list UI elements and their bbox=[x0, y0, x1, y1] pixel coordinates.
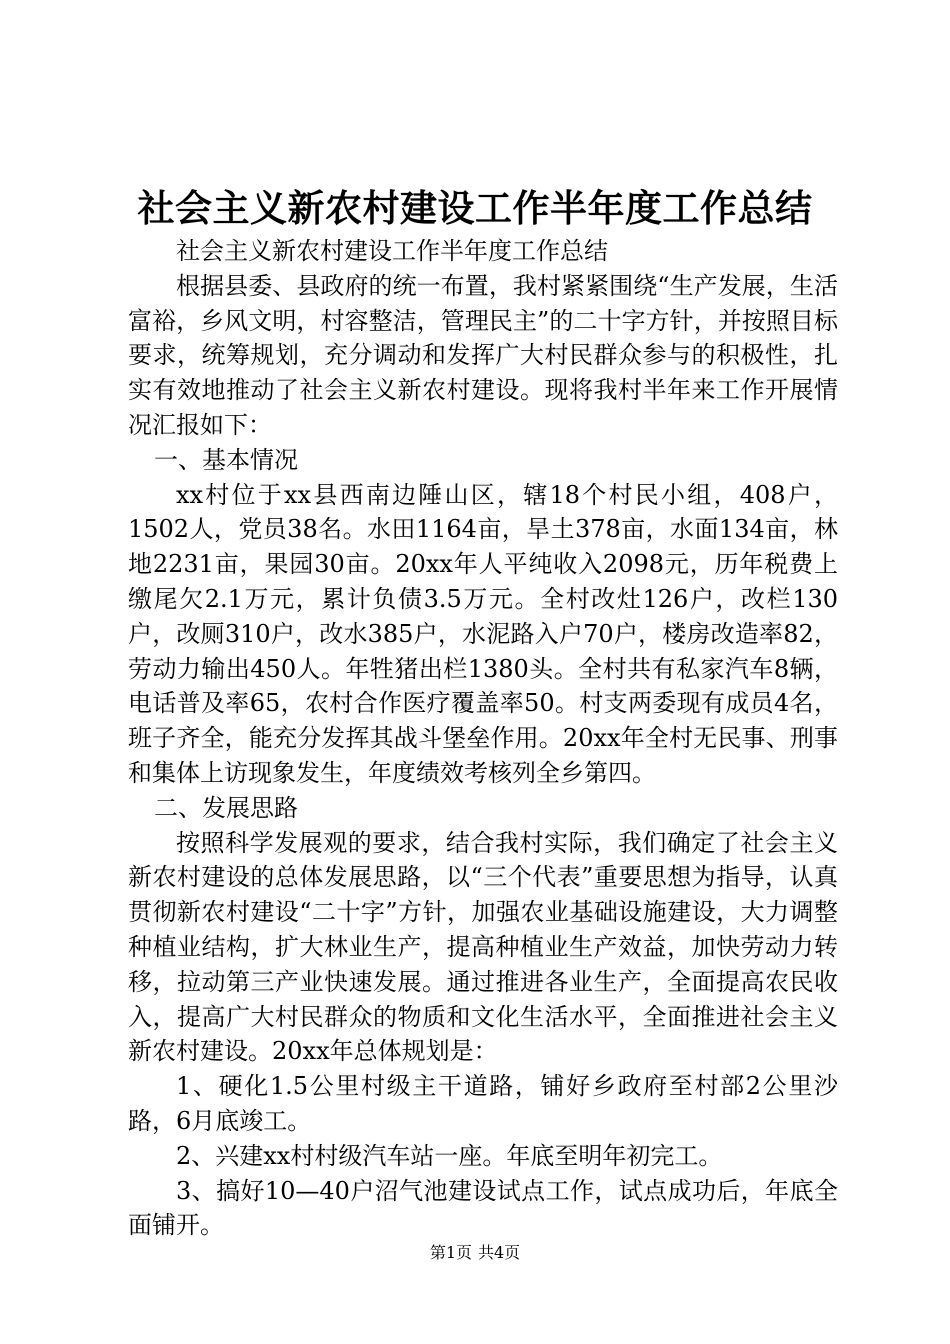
plan-item-2: 2、兴建xx村村级汽车站一座。年底至明年初完工。 bbox=[176, 1141, 723, 1170]
section-heading-basic-info: 一、基本情况 bbox=[154, 445, 298, 474]
document-title: 社会主义新农村建设工作半年度工作总结 bbox=[137, 186, 813, 230]
page-total: 共4页 bbox=[478, 1243, 521, 1262]
plan-item-1: 1、硬化1.5公里村级主干道路，铺好乡政府至村部2公里沙路，6月底竣工。 bbox=[128, 1072, 838, 1135]
section-heading-development: 二、发展思路 bbox=[154, 793, 298, 822]
page-number: 第1页 bbox=[429, 1243, 472, 1262]
subtitle-paragraph: 社会主义新农村建设工作半年度工作总结 bbox=[176, 237, 608, 265]
intro-paragraph: 根据县委、县政府的统一布置，我村紧紧围绕“生产发展，生活富裕，乡风文明，村容整洁，管理民主”的二十字方针，并按照目标要求，统筹规划，充分调动和发挥广大村民群众参与的积极性，扎实有效地推动了社会主义新农村建设。现将我村半年来工作开展情况汇报如下： bbox=[128, 271, 838, 439]
page-footer bbox=[0, 1242, 950, 1264]
development-paragraph: 按照科学发展观的要求，结合我村实际，我们确定了社会主义新农村建设的总体发展思路，以“三个代表”重要思想为指导，认真贯彻新农村建设“二十字”方针，加强农业基础设施建设，大力调整种植业结构，扩大林业生产，提高种植业生产效益，加快劳动力转移，拉动第三产业快速发展。通过推进各业生产，全面提高农民收入，提高广大村民群众的物质和文化生活水平，全面推进社会主义新农村建设。20xx年总体规划是： bbox=[128, 828, 838, 1066]
basic-info-paragraph: xx村位于xx县西南边陲山区，辖18个村民小组，408户，1502人，党员38名。水田1164亩，旱土378亩，水面134亩，林地2231亩，果园30亩。20xx年人平纯收入2098元，历年税费上缴尾欠2.1万元，累计负债3.5万元。全村改灶126户，改栏130户，改厕310户，改水385户，水泥路入户70户，楼房改造率82，劳动力输出450人。年牲猪出栏1380头。全村共有私家汽车8辆，电话普及率65，农村合作医疗覆盖率50。村支两委现有成员4名，班子齐全，能充分发挥其战斗堡垒作用。20xx年全村无民事、刑事和集体上访现象发生，年度绩效考核列全乡第四。 bbox=[128, 480, 838, 787]
plan-item-3: 3、搞好10—40户沼气池建设试点工作，试点成功后，年底全面铺开。 bbox=[128, 1176, 838, 1240]
document-body bbox=[128, 234, 838, 1243]
